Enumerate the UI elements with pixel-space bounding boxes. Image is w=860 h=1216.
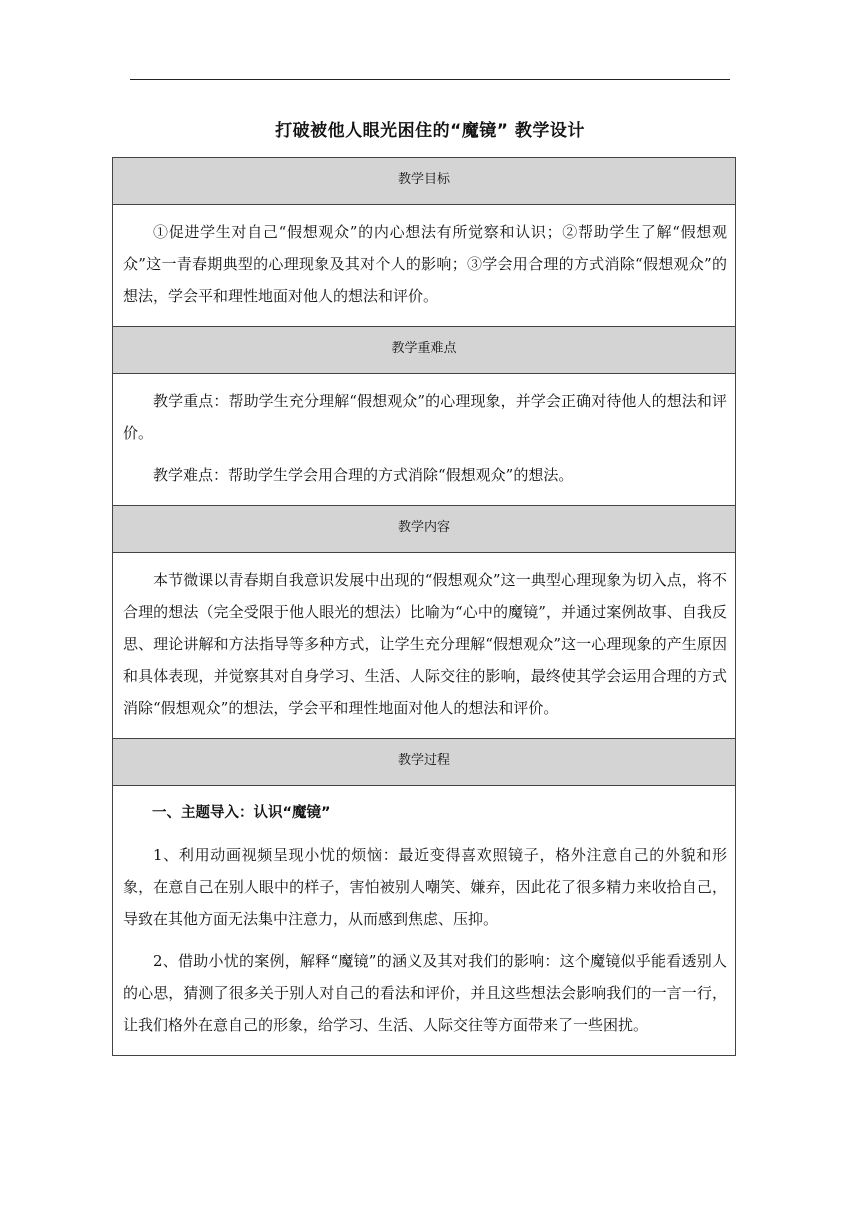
content-paragraph: 本节微课以青春期自我意识发展中出现的“假想观众”这一典型心理现象为切入点，将不合理的想法（完全受限于他人眼光的想法）比喻为“心中的魔镜”，并通过案例故事、自我反思、理论讲解和方法指导等多种方式，让学生充分理解“假想观众”这一心理现象的产生原因和具体表现，并觉察其对自身学习、生活、人际交往的影响，最终使其学会运用合理的方式消除“假想观众”的想法，学会平和理性地面对他人的想法和评价。 xyxy=(123,571,727,717)
process-step-2: 2、借助小忧的案例，解释“魔镜”的涵义及其对我们的影响：这个魔镜似乎能看透别人的心思，猜测了很多关于别人对自己的看法和评价，并且这些想法会影响我们的一言一行，让我们格外在意自己的形象，给学习、生活、人际交往等方面带来了一些困扰。 xyxy=(123,952,727,1034)
process-subheading: 一、主题导入：认识“魔镜” xyxy=(152,805,331,821)
goals-paragraph: ①促进学生对自己“假想观众”的内心想法有所觉察和认识；②帮助学生了解“假想观众”这一青春期典型的心理现象及其对个人的影响；③学会用合理的方式消除“假想观众”的想法，学会平和理性地面对他人的想法和评价。 xyxy=(123,223,727,305)
section-heading-content: 教学内容 xyxy=(113,506,735,553)
section-body-key-points xyxy=(113,374,735,506)
section-heading-goals: 教学目标 xyxy=(113,158,735,205)
section-heading-process: 教学过程 xyxy=(113,739,735,786)
section-body-content xyxy=(113,553,735,739)
process-step-1: 1、利用动画视频呈现小忧的烦恼：最近变得喜欢照镜子，格外注意自己的外貌和形象，在意自己在别人眼中的样子，害怕被别人嘲笑、嫌弃，因此花了很多精力来收拾自己，导致在其他方面无法集中注意力，从而感到焦虑、压抑。 xyxy=(123,846,727,928)
document-title: 打破被他人眼光困住的“魔镜” 教学设计 xyxy=(275,121,585,141)
section-body-goals xyxy=(113,205,735,327)
section-body-process xyxy=(113,786,735,1055)
lesson-plan-table xyxy=(112,157,736,1056)
section-heading-key-points: 教学重难点 xyxy=(113,327,735,374)
header-rule xyxy=(130,79,730,80)
key-point-paragraph: 教学重点：帮助学生充分理解“假想观众”的心理现象，并学会正确对待他人的想法和评价。 xyxy=(123,392,727,442)
difficulty-paragraph: 教学难点：帮助学生学会用合理的方式消除“假想观众”的想法。 xyxy=(153,466,574,484)
